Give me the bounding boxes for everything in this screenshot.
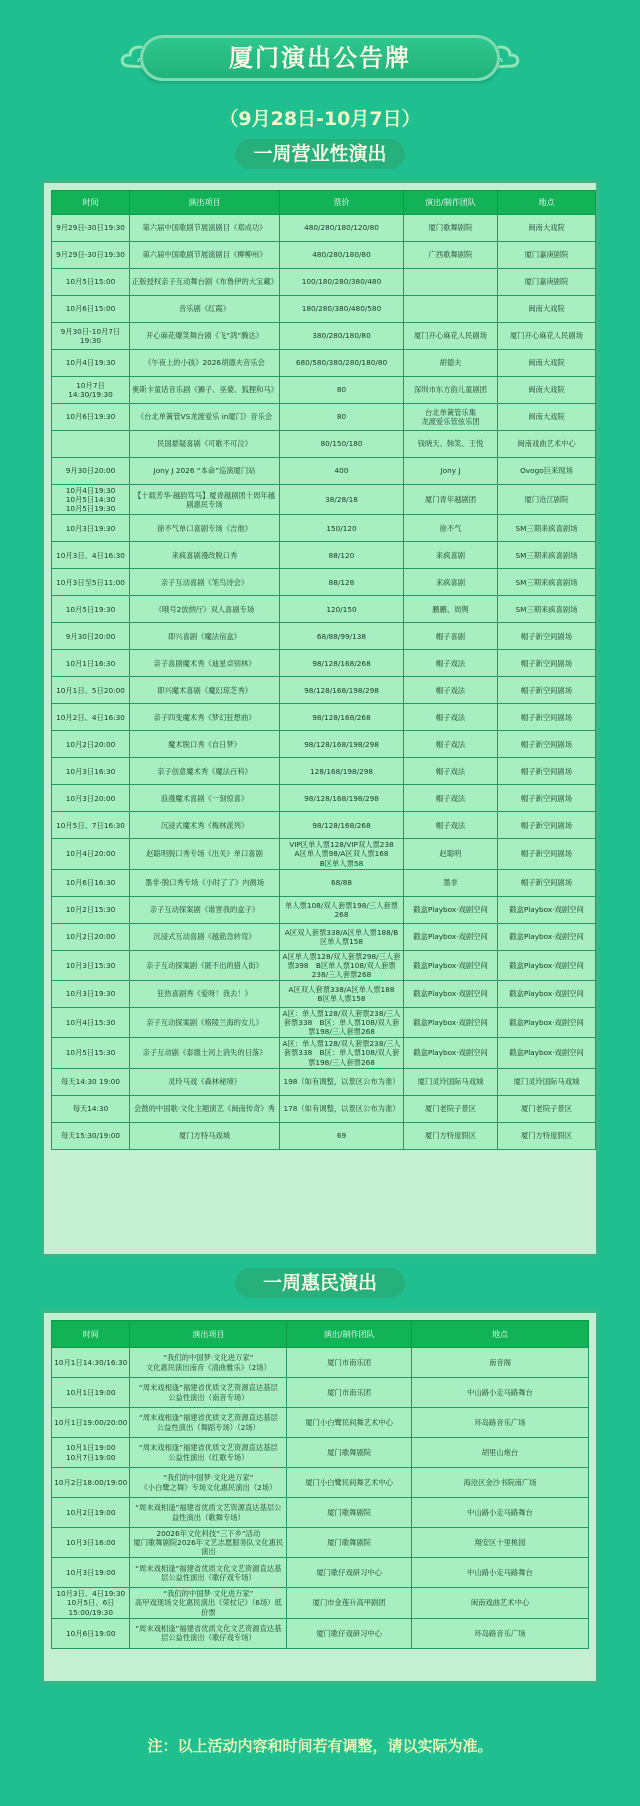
table-cell: 开心麻花爆笑舞台剧《飞“鸿”腾达》 bbox=[130, 323, 280, 350]
table-cell: 帽子新空间剧场 bbox=[498, 731, 596, 758]
table-row bbox=[52, 1007, 596, 1037]
table-cell: 徐不气 bbox=[404, 515, 498, 542]
table-cell: 第六届中国歌剧节展演剧目《郑成功》 bbox=[130, 215, 280, 242]
table-cell: 厦门开心麻花人民剧场 bbox=[404, 323, 498, 350]
table-cell: 120/150 bbox=[280, 596, 404, 623]
table-row bbox=[52, 896, 596, 923]
table-cell: 帽子新空间剧场 bbox=[498, 758, 596, 785]
table-cell: 翔安区十里桃园 bbox=[412, 1528, 589, 1558]
table-cell: 98/128/168/268 bbox=[280, 704, 404, 731]
table-cell: A区单人票128/双人套票298/三人套票398 B区单人票108/双人套票238/三人套票268 bbox=[280, 950, 404, 980]
table-cell: 98/128/168/268 bbox=[280, 650, 404, 677]
commercial-schedule-panel bbox=[41, 180, 599, 1257]
table-cell: 10月3日16:00 bbox=[52, 1528, 130, 1558]
table-cell: 10月1日19:00 10月7日19:00 bbox=[52, 1438, 130, 1468]
table-cell: 《午夜上的小孩》2026胡德夫音乐会 bbox=[130, 350, 280, 377]
table-row bbox=[52, 1348, 589, 1378]
table-row bbox=[52, 1122, 596, 1149]
table-row bbox=[52, 1095, 596, 1122]
column-header: 地点 bbox=[412, 1321, 589, 1348]
table-cell: Ovogo巨来现场 bbox=[498, 458, 596, 485]
column-header: 演出项目 bbox=[130, 1321, 287, 1348]
table-cell: 10月4日20:00 bbox=[52, 839, 130, 869]
table-cell: 380/280/180/80 bbox=[280, 323, 404, 350]
table-cell: 10月4日19:30 10月5日14:30 10月5日19:30 bbox=[52, 485, 130, 515]
table-cell: 10月2日、4日16:30 bbox=[52, 704, 130, 731]
table-cell: 广西歌舞剧院 bbox=[404, 242, 498, 269]
table-row bbox=[52, 980, 596, 1007]
table-cell: 厦门小白鹭民间舞艺术中心 bbox=[287, 1408, 412, 1438]
table-cell: 10月2日20:00 bbox=[52, 923, 130, 950]
table-cell: 10月2日19:00 bbox=[52, 1498, 130, 1528]
table-cell: 魔术脱口秀《自日梦》 bbox=[130, 731, 280, 758]
table-cell: 海沧区金沙书院南广场 bbox=[412, 1468, 589, 1498]
table-cell: 帽子戏法 bbox=[404, 731, 498, 758]
table-cell: 每天15:30/19:00 bbox=[52, 1122, 130, 1149]
table-cell: 每天14:30 bbox=[52, 1095, 130, 1122]
table-cell: 徐不气单口喜剧专场《吉他》 bbox=[130, 515, 280, 542]
table-cell: 10月3日19:30 bbox=[52, 515, 130, 542]
table-row bbox=[52, 404, 596, 431]
table-cell: 68/88 bbox=[280, 869, 404, 896]
table-cell: 帽子喜剧 bbox=[404, 623, 498, 650]
table-cell: 灵玲马戏《森林秘境》 bbox=[130, 1068, 280, 1095]
table-cell: 闽南戏曲艺术中心 bbox=[498, 431, 596, 458]
table-cell: 《哦号2放纳厅》双人喜剧专场 bbox=[130, 596, 280, 623]
table-cell: 环岛路音乐广场 bbox=[412, 1618, 589, 1648]
table-row bbox=[52, 1038, 596, 1068]
table-cell: 即兴喜剧《魔法宿盒》 bbox=[130, 623, 280, 650]
table-row bbox=[52, 542, 596, 569]
table-cell: 480/280/180/120/80 bbox=[280, 215, 404, 242]
table-cell: 厦门小白鹭民间舞艺术中心 bbox=[287, 1468, 412, 1498]
table-row bbox=[52, 1438, 589, 1468]
table-cell: 480/280/180/80 bbox=[280, 242, 404, 269]
table-cell: 10月5日、7日16:30 bbox=[52, 812, 130, 839]
table-cell: 10月3日、4日16:30 bbox=[52, 542, 130, 569]
table-cell: 180/280/380/480/580 bbox=[280, 296, 404, 323]
table-cell: 帽子戏法 bbox=[404, 785, 498, 812]
table-cell: 狂热喜剧秀《爱呀！我去！》 bbox=[130, 980, 280, 1007]
table-cell: 9月29日-30日19:30 bbox=[52, 242, 130, 269]
table-cell: 来疯喜剧 bbox=[404, 542, 498, 569]
table-row bbox=[52, 1588, 589, 1618]
table-cell: SM三期来疯喜剧场 bbox=[498, 542, 596, 569]
footer-note: 注：以上活动内容和时间若有调整，请以实际为准。 bbox=[147, 1737, 493, 1755]
table-cell: 闽南大戏院 bbox=[498, 296, 596, 323]
table-cell: 帽子戏法 bbox=[404, 650, 498, 677]
public-table-body bbox=[52, 1348, 589, 1649]
table-cell: 民国悬疑喜剧《可歌不可泣》 bbox=[130, 431, 280, 458]
table-cell: 赵聪明 bbox=[404, 839, 498, 869]
table-cell: 80/150/180 bbox=[280, 431, 404, 458]
table-cell: 即兴魔术喜剧《魔幻琼芝秀》 bbox=[130, 677, 280, 704]
table-cell: 98/128/168/198/298 bbox=[280, 677, 404, 704]
table-cell: 10月5日15:30 bbox=[52, 1038, 130, 1068]
table-cell: 198（如有调整，以景区公布为准） bbox=[280, 1068, 404, 1095]
table-row bbox=[52, 1618, 589, 1648]
table-cell: 第六届中国歌剧节展演剧目《柳柳州》 bbox=[130, 242, 280, 269]
table-cell bbox=[52, 431, 130, 458]
table-row bbox=[52, 242, 596, 269]
table-cell: 沉浸式互动喜剧《越筋急转弯》 bbox=[130, 923, 280, 950]
table-cell: 帽子新空间剧场 bbox=[498, 812, 596, 839]
table-cell: 戳盒Playbox·戏剧空间 bbox=[498, 980, 596, 1007]
table-cell: 38/28/18 bbox=[280, 485, 404, 515]
table-cell: “周末戏相逢”福建省优质文艺资源直达基层 公益性演出（南音专场） bbox=[130, 1378, 287, 1408]
table-cell: 戳盒Playbox·戏剧空间 bbox=[404, 950, 498, 980]
table-cell: 帽子戏法 bbox=[404, 758, 498, 785]
table-cell: 赵聪明脱口秀专场《出关》单口喜剧 bbox=[130, 839, 280, 869]
table-cell: 9月29日-30日19:30 bbox=[52, 215, 130, 242]
table-cell: “周末戏相逢”福建省优质文化文艺资源直达基层公益性演出（歌仔戏专场） bbox=[130, 1618, 287, 1648]
table-cell: 10月1日16:30 bbox=[52, 650, 130, 677]
table-cell: 厦门方特度假区 bbox=[498, 1122, 596, 1149]
table-row bbox=[52, 350, 596, 377]
table-cell: 帽子戏法 bbox=[404, 704, 498, 731]
table-cell: 亲子互动探案剧《匿不出的猎人街》 bbox=[130, 950, 280, 980]
table-cell: 厦门方特马戏城 bbox=[130, 1122, 280, 1149]
table-cell: 深圳市东方韵儿童剧团 bbox=[404, 377, 498, 404]
table-cell: 10月2日20:00 bbox=[52, 731, 130, 758]
table-cell: 10月1日14:30/16:30 bbox=[52, 1348, 130, 1378]
table-cell: 戳盒Playbox·戏剧空间 bbox=[404, 980, 498, 1007]
table-cell: 音乐剧《红霞》 bbox=[130, 296, 280, 323]
table-row bbox=[52, 296, 596, 323]
table-cell: 鹏鹏、周舆 bbox=[404, 596, 498, 623]
table-cell: 帽子戏法 bbox=[404, 677, 498, 704]
table-cell: 88/120 bbox=[280, 542, 404, 569]
table-cell: 10月2日18:00/19:00 bbox=[52, 1468, 130, 1498]
commercial-section-title: 一周营业性演出 bbox=[235, 139, 405, 169]
table-row bbox=[52, 1498, 589, 1528]
table-cell: 10月3日19:00 bbox=[52, 1558, 130, 1588]
table-cell: 80 bbox=[280, 404, 404, 431]
table-cell: 闽南戏曲艺术中心 bbox=[412, 1588, 589, 1618]
table-cell: 闽南大戏院 bbox=[498, 215, 596, 242]
table-cell: 厦门嘉庚剧院 bbox=[498, 242, 596, 269]
table-cell: 10月4日19:30 bbox=[52, 350, 130, 377]
table-cell: 台北单簧管乐集 龙渡爱乐管弦乐团 bbox=[404, 404, 498, 431]
table-cell: 亲子喜剧魔术秀《迪星卓别林》 bbox=[130, 650, 280, 677]
column-header: 时间 bbox=[52, 1321, 130, 1348]
table-row bbox=[52, 431, 596, 458]
table-cell: 厦门灵玲国际马戏城 bbox=[404, 1068, 498, 1095]
table-cell: 10月1日19:00/20:00 bbox=[52, 1408, 130, 1438]
table-cell: 厦门沧江剧院 bbox=[498, 485, 596, 515]
table-cell: “我们的中国梦·文化进万家” 文化惠民演出南音《清曲雅乐》（2场） bbox=[130, 1348, 287, 1378]
table-cell: 帽子新空间剧场 bbox=[498, 785, 596, 812]
table-cell: 环岛路音乐广场 bbox=[412, 1408, 589, 1438]
table-cell: 来疯喜剧 bbox=[404, 569, 498, 596]
table-cell: 戳盒Playbox·戏剧空间 bbox=[404, 1007, 498, 1037]
table-cell: 厦门青年越剧团 bbox=[404, 485, 498, 515]
table-cell: “周末戏相逢”福建省优质文艺资源直达基层 公益性演出（红歌专场） bbox=[130, 1438, 287, 1468]
table-row bbox=[52, 704, 596, 731]
table-cell: 帽子戏法 bbox=[404, 812, 498, 839]
table-row bbox=[52, 596, 596, 623]
table-cell: Jony J bbox=[404, 458, 498, 485]
column-header: 演出/制作团队 bbox=[404, 191, 498, 215]
table-cell: 墨非·脱口秀专场《小时了了》内测场 bbox=[130, 869, 280, 896]
commercial-table-body bbox=[52, 215, 596, 1150]
table-cell: A区：单人票128/双人套票238/三人套票338 B区：单人票108/双人套票198/三人套票268 bbox=[280, 1007, 404, 1037]
table-cell: 厦门歌舞剧院 bbox=[287, 1528, 412, 1558]
table-row bbox=[52, 923, 596, 950]
table-cell: 9月30日20:00 bbox=[52, 623, 130, 650]
table-cell: 80 bbox=[280, 377, 404, 404]
column-header: 演出/制作团队 bbox=[287, 1321, 412, 1348]
column-header: 时间 bbox=[52, 191, 130, 215]
table-cell: 亲子四变魔术秀《梦幻狂想曲》 bbox=[130, 704, 280, 731]
table-cell: 帽子新空间剧场 bbox=[498, 839, 596, 869]
table-cell: 墨非 bbox=[404, 869, 498, 896]
column-header: 票价 bbox=[280, 191, 404, 215]
table-cell: 帽子新空间剧场 bbox=[498, 869, 596, 896]
table-cell: 戳盒Playbox·戏剧空间 bbox=[498, 1007, 596, 1037]
table-cell: 帽子新空间剧场 bbox=[498, 650, 596, 677]
table-cell: 奥斯卡童话音乐剧《狮子、巫婆、狐狸和马》 bbox=[130, 377, 280, 404]
table-cell bbox=[404, 296, 498, 323]
table-row bbox=[52, 377, 596, 404]
table-cell: 沉浸式魔术秀《梅林派列》 bbox=[130, 812, 280, 839]
table-cell: 98/128/168/268 bbox=[280, 812, 404, 839]
table-cell: A区：单人票128/双人套票238/三人套票338 B区：单人票108/双人套票198/三人套票268 bbox=[280, 1038, 404, 1068]
table-cell: 亲子互动喜剧《笔鸟诗会》 bbox=[130, 569, 280, 596]
table-cell: 闽南大戏院 bbox=[498, 377, 596, 404]
public-schedule-table bbox=[51, 1320, 589, 1649]
table-cell: 9月30日-10月7日19:30 bbox=[52, 323, 130, 350]
table-cell: 厦门歌仔戏研习中心 bbox=[287, 1558, 412, 1588]
table-cell: 100/180/280/380/480 bbox=[280, 269, 404, 296]
table-cell: “周末戏相逢”福建省优质文化文艺资源直达基层公益性演出（歌仔戏专场） bbox=[130, 1558, 287, 1588]
table-row bbox=[52, 1068, 596, 1095]
table-cell: 10月3日至5日11:00 bbox=[52, 569, 130, 596]
table-cell: 厦门方特度假区 bbox=[404, 1122, 498, 1149]
public-schedule-panel bbox=[41, 1310, 599, 1684]
table-cell: Jony J 2026 “本命”巡演厦门站 bbox=[130, 458, 280, 485]
table-cell: 9月30日20:00 bbox=[52, 458, 130, 485]
table-cell: 帽子新空间剧场 bbox=[498, 677, 596, 704]
table-row bbox=[52, 1408, 589, 1438]
table-row bbox=[52, 869, 596, 896]
table-cell: 正版授权亲子互动舞台剧《布鲁伊的大宝藏》 bbox=[130, 269, 280, 296]
table-row bbox=[52, 623, 596, 650]
table-cell: 10月2日15:30 bbox=[52, 896, 130, 923]
table-cell: 厦门歌仔戏研习中心 bbox=[287, 1618, 412, 1648]
table-cell: 20026年文化科技“三下乡”活动 厦门歌舞剧院2026年文艺志愿服务队文化惠民演出 bbox=[130, 1528, 287, 1558]
table-cell: 戳盒Playbox·戏剧空间 bbox=[404, 923, 498, 950]
table-cell: 帽子新空间剧场 bbox=[498, 623, 596, 650]
table-cell: 178（如有调整，以景区公布为准） bbox=[280, 1095, 404, 1122]
table-cell: 钱晓天、韩笑、王悦 bbox=[404, 431, 498, 458]
table-cell: 10月4日15:30 bbox=[52, 1007, 130, 1037]
table-cell: 闽南大戏院 bbox=[498, 350, 596, 377]
table-cell: 戳盒Playbox·戏剧空间 bbox=[498, 896, 596, 923]
table-cell: 10月3日19:30 bbox=[52, 980, 130, 1007]
commercial-schedule-table bbox=[51, 190, 596, 1150]
table-cell: 中山路小走马路舞台 bbox=[412, 1558, 589, 1588]
table-cell: 戳盒Playbox·戏剧空间 bbox=[404, 896, 498, 923]
table-cell: 10月3日16:30 bbox=[52, 758, 130, 785]
table-cell: 10月3日15:30 bbox=[52, 950, 130, 980]
table-cell: 单人票108/双人套票198/三人套票268 bbox=[280, 896, 404, 923]
table-cell: 来疯喜剧漫改脱口秀 bbox=[130, 542, 280, 569]
table-row bbox=[52, 839, 596, 869]
table-row bbox=[52, 1558, 589, 1588]
table-cell: 128/168/198/298 bbox=[280, 758, 404, 785]
table-cell: 中山路小走马路舞台 bbox=[412, 1498, 589, 1528]
table-cell: 10月3日20:00 bbox=[52, 785, 130, 812]
table-cell: 680/580/380/280/180/80 bbox=[280, 350, 404, 377]
table-cell: 10月6日16:30 bbox=[52, 869, 130, 896]
table-row bbox=[52, 269, 596, 296]
table-row bbox=[52, 731, 596, 758]
table-cell: 亲子互动探案剧《格陵兰海的女儿》 bbox=[130, 1007, 280, 1037]
table-cell: 150/120 bbox=[280, 515, 404, 542]
table-cell: 69 bbox=[280, 1122, 404, 1149]
page-title: 厦门演出公告牌 bbox=[140, 35, 500, 81]
date-range: （9月28日-10月7日） bbox=[219, 108, 421, 130]
table-cell: 厦门开心麻花人民剧场 bbox=[498, 323, 596, 350]
table-cell: SM三期来疯喜剧场 bbox=[498, 515, 596, 542]
table-cell: VIP区单人票128/VIP双人票238 A区单人票98/A区双人票168 B区单人票58 bbox=[280, 839, 404, 869]
table-row bbox=[52, 785, 596, 812]
table-row bbox=[52, 1528, 589, 1558]
table-cell: 10月7日14:30/19:30 bbox=[52, 377, 130, 404]
table-cell: 98/128/168/198/298 bbox=[280, 731, 404, 758]
table-cell: 10月1日、5日20:00 bbox=[52, 677, 130, 704]
table-cell: A区双人套票338/A区单人票188 B区单人票158 bbox=[280, 980, 404, 1007]
table-row bbox=[52, 569, 596, 596]
table-cell: “周末戏相逢”福建省优质文艺资源直达基层 公益性演出（舞蹈专场）（2场） bbox=[130, 1408, 287, 1438]
table-cell: 厦门老院子景区 bbox=[404, 1095, 498, 1122]
table-cell: 胡德夫 bbox=[404, 350, 498, 377]
table-cell: 10月3日、4日19:30 10月5日、6日15:00/19:30 bbox=[52, 1588, 130, 1618]
table-cell: 会鼓的中国歌·文化主题演艺《闽南传奇》秀 bbox=[130, 1095, 280, 1122]
table-cell: 10月1日19:00 bbox=[52, 1378, 130, 1408]
table-cell: 闽南大戏院 bbox=[498, 404, 596, 431]
table-cell: “我们的中国梦·文化进万家” 高甲戏现场文化惠民演出《荣杖记》（6场）低价票 bbox=[130, 1588, 287, 1618]
table-cell: 10月6日19:00 bbox=[52, 1618, 130, 1648]
table-row bbox=[52, 812, 596, 839]
table-cell: “我们的中国梦·文化进万家” 《小白鹭之舞》专场文化惠民演出（2场） bbox=[130, 1468, 287, 1498]
table-cell: 亲子互动剧《泰德士河上消失的日落》 bbox=[130, 1038, 280, 1068]
table-cell: SM三期来疯喜剧场 bbox=[498, 596, 596, 623]
table-cell: 98/128/168/198/298 bbox=[280, 785, 404, 812]
table-cell: 88/128 bbox=[280, 569, 404, 596]
table-cell: 戳盒Playbox·戏剧空间 bbox=[498, 923, 596, 950]
table-cell: 戳盒Playbox·戏剧空间 bbox=[404, 1038, 498, 1068]
table-cell: 厦门市南乐团 bbox=[287, 1378, 412, 1408]
table-row bbox=[52, 758, 596, 785]
table-cell: 浪漫魔术喜剧《一刻惊喜》 bbox=[130, 785, 280, 812]
table-cell: 南音阁 bbox=[412, 1348, 589, 1378]
table-cell: “周末戏相逢”福建省优质文艺资源直达基层公益性演出（歌舞专场） bbox=[130, 1498, 287, 1528]
table-row bbox=[52, 485, 596, 515]
table-cell: 10月5日19:30 bbox=[52, 596, 130, 623]
table-cell: 胡里山炮台 bbox=[412, 1438, 589, 1468]
table-cell bbox=[404, 269, 498, 296]
public-table-header bbox=[52, 1321, 589, 1348]
table-row bbox=[52, 215, 596, 242]
table-row bbox=[52, 950, 596, 980]
table-cell: 厦门市金莲升高甲剧团 bbox=[287, 1588, 412, 1618]
table-cell: 厦门嘉庚剧院 bbox=[498, 269, 596, 296]
table-cell: 亲子互动探案剧《谁害我的盒子》 bbox=[130, 896, 280, 923]
table-cell: 厦门灵玲国际马戏城 bbox=[498, 1068, 596, 1095]
table-cell: 厦门歌舞剧院 bbox=[287, 1498, 412, 1528]
table-row bbox=[52, 1468, 589, 1498]
table-row bbox=[52, 458, 596, 485]
table-cell: 厦门歌舞剧院 bbox=[287, 1438, 412, 1468]
table-cell: 厦门老院子景区 bbox=[498, 1095, 596, 1122]
table-cell: A区双人套票338/A区单人票188/B区单人票158 bbox=[280, 923, 404, 950]
table-cell: 厦门市南乐团 bbox=[287, 1348, 412, 1378]
table-cell: 亲子创意魔术秀《魔法百科》 bbox=[130, 758, 280, 785]
table-cell: 中山路小走马路舞台 bbox=[412, 1378, 589, 1408]
table-cell: 10月6日15:00 bbox=[52, 296, 130, 323]
table-cell: 戳盒Playbox·戏剧空间 bbox=[498, 1038, 596, 1068]
table-row bbox=[52, 323, 596, 350]
public-section-title: 一周惠民演出 bbox=[235, 1268, 405, 1298]
table-cell: 帽子新空间剧场 bbox=[498, 704, 596, 731]
table-cell: 厦门歌舞剧院 bbox=[404, 215, 498, 242]
table-cell: 【十载芳华·越韵笃马】厦青越剧团十周年越剧惠民专场 bbox=[130, 485, 280, 515]
table-cell: 《台北单簧管VS龙渡爱乐 in厦门》音乐会 bbox=[130, 404, 280, 431]
table-cell: 68/88/99/138 bbox=[280, 623, 404, 650]
table-row bbox=[52, 515, 596, 542]
table-row bbox=[52, 1378, 589, 1408]
table-cell: 戳盒Playbox·戏剧空间 bbox=[498, 950, 596, 980]
column-header: 地点 bbox=[498, 191, 596, 215]
table-row bbox=[52, 650, 596, 677]
table-cell: 10月6日19:30 bbox=[52, 404, 130, 431]
table-cell: 每天14:30 19:00 bbox=[52, 1068, 130, 1095]
table-cell: 400 bbox=[280, 458, 404, 485]
commercial-table-header bbox=[52, 191, 596, 215]
table-cell: 10月5日15:00 bbox=[52, 269, 130, 296]
table-cell: SM三期来疯喜剧场 bbox=[498, 569, 596, 596]
table-row bbox=[52, 677, 596, 704]
column-header: 演出项目 bbox=[130, 191, 280, 215]
